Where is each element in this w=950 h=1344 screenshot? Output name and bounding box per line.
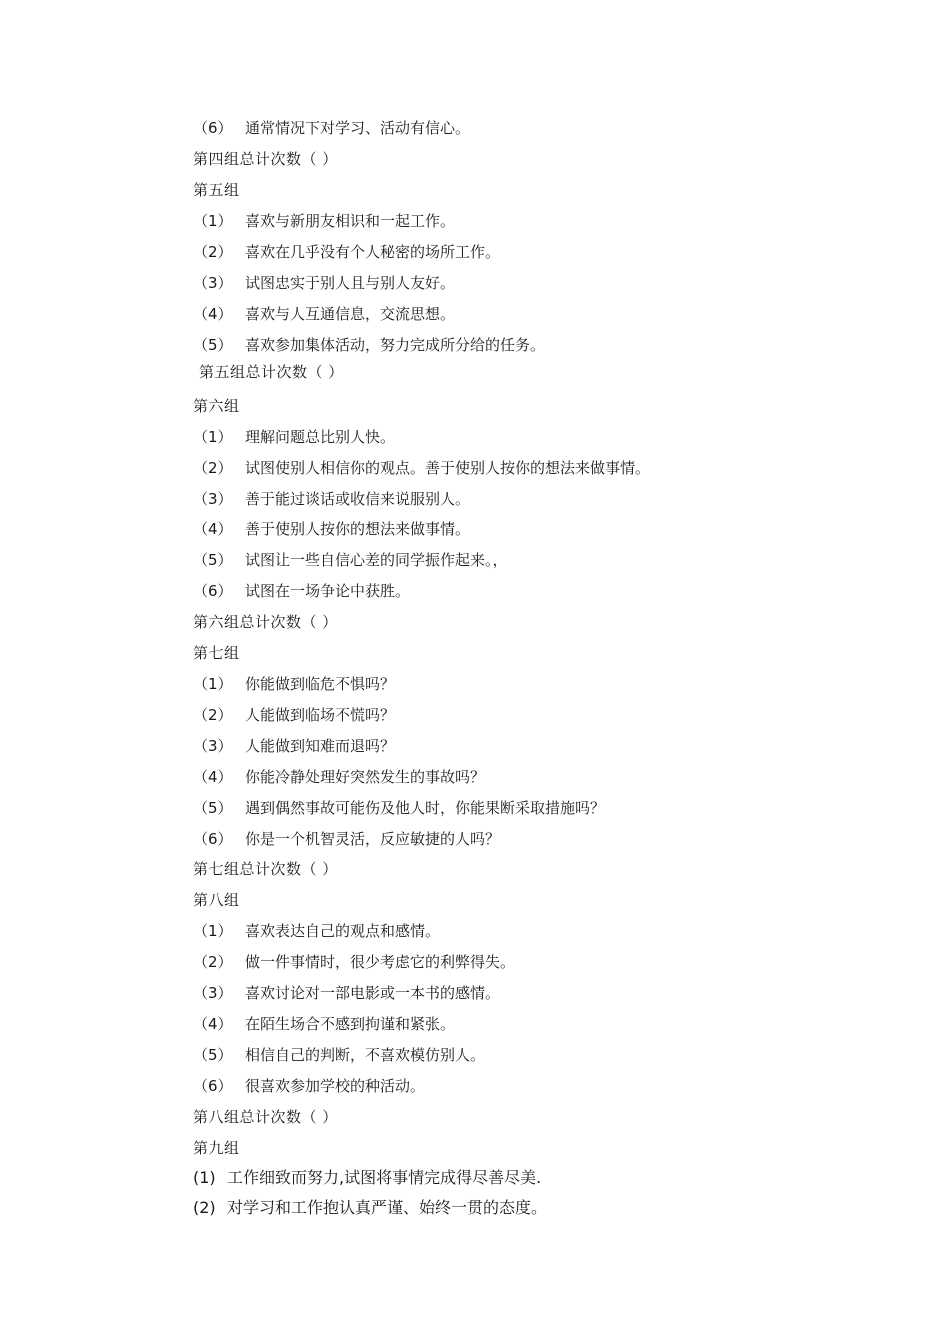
item-text: 喜欢与人互通信息，交流思想。: [245, 305, 456, 323]
item-number: （6）: [193, 830, 233, 848]
item-text: 喜欢在几乎没有个人秘密的场所工作。: [245, 243, 501, 261]
list-item: [193, 519, 470, 539]
item-number: （3）: [193, 984, 233, 1002]
item-text: 人能做到知难而退吗？: [245, 737, 396, 755]
list-item: [193, 581, 410, 601]
item-text: 试图在一场争论中获胜。: [245, 582, 411, 600]
list-item: [193, 304, 455, 324]
list-item: [193, 242, 500, 262]
item-number: （4）: [193, 1015, 233, 1033]
item-number: （5）: [193, 1046, 233, 1064]
group-heading: 第七组: [193, 644, 240, 662]
item-number: （2）: [193, 459, 233, 477]
item-number: （1）: [193, 922, 233, 940]
item-number: （2）: [193, 706, 233, 724]
item-text: 理解问题总比别人快。: [245, 428, 396, 446]
group-heading: 第六组: [193, 397, 240, 415]
item-number: （6）: [193, 582, 233, 600]
item-number: （3）: [193, 490, 233, 508]
item-text: 通常情况下对学习、活动有信心。: [245, 119, 471, 137]
group-total-line: 第八组总计次数（ ）: [193, 1108, 338, 1126]
item-number: （1）: [193, 675, 233, 693]
item-text: 工作细致而努力,试图将事情完成得尽善尽美.: [227, 1168, 542, 1187]
item-text: 善于使别人按你的想法来做事情。: [245, 520, 471, 538]
item-text: 试图让一些自信心差的同学振作起来。，: [245, 551, 508, 569]
list-item: [193, 1168, 541, 1188]
item-number: （3）: [193, 274, 233, 292]
item-number: （5）: [193, 799, 233, 817]
list-item: [193, 767, 485, 787]
item-text: 你能冷静处理好突然发生的事故吗？: [245, 768, 486, 786]
list-item: [193, 273, 455, 293]
list-item: [193, 952, 515, 972]
group-heading: 第五组: [193, 181, 240, 199]
item-text: 在陌生场合不感到拘谨和紧张。: [245, 1015, 456, 1033]
group-total-line: 第七组总计次数（ ）: [193, 860, 338, 878]
list-item: [193, 1014, 455, 1034]
item-number: （2）: [193, 953, 233, 971]
item-number: （6）: [193, 119, 233, 137]
item-number: （4）: [193, 520, 233, 538]
item-number: (2): [193, 1198, 216, 1217]
item-text: 很喜欢参加学校的种活动。: [245, 1077, 426, 1095]
group-total-line: 第六组总计次数（ ）: [193, 613, 338, 631]
list-item: [193, 1045, 485, 1065]
item-text: 你能做到临危不惧吗？: [245, 675, 396, 693]
list-item: [193, 705, 395, 725]
item-text: 试图使别人相信你的观点。善于使别人按你的想法来做事情。: [245, 459, 651, 477]
item-text: 喜欢讨论对一部电影或一本书的感情。: [245, 984, 501, 1002]
list-item: [193, 118, 470, 138]
list-item: [193, 674, 395, 694]
list-item: [193, 736, 395, 756]
list-item: [193, 211, 455, 231]
list-item: [193, 829, 500, 849]
group-total-line: 第五组总计次数（ ）: [199, 363, 344, 381]
item-number: （6）: [193, 1077, 233, 1095]
list-item: [193, 458, 650, 478]
item-text: 人能做到临场不慌吗？: [245, 706, 396, 724]
list-item: [193, 550, 508, 570]
group-total-line: 第四组总计次数（ ）: [193, 150, 338, 168]
list-item: [193, 427, 395, 447]
list-item: [193, 921, 440, 941]
list-item: [193, 335, 545, 355]
item-text: 遇到偶然事故可能伤及他人时，你能果断采取措施吗？: [245, 799, 606, 817]
item-text: 试图忠实于别人且与别人友好。: [245, 274, 456, 292]
item-text: 相信自己的判断，不喜欢模仿别人。: [245, 1046, 486, 1064]
item-text: 喜欢表达自己的观点和感情。: [245, 922, 441, 940]
group-heading: 第八组: [193, 891, 240, 909]
list-item: [193, 1198, 547, 1218]
item-number: (1): [193, 1168, 216, 1187]
item-number: （3）: [193, 737, 233, 755]
item-number: （5）: [193, 551, 233, 569]
item-number: （2）: [193, 243, 233, 261]
item-text: 喜欢与新朋友相识和一起工作。: [245, 212, 456, 230]
item-number: （4）: [193, 305, 233, 323]
item-number: （1）: [193, 212, 233, 230]
list-item: [193, 798, 605, 818]
item-number: （4）: [193, 768, 233, 786]
list-item: [193, 983, 500, 1003]
item-text: 善于能过谈话或收信来说服别人。: [245, 490, 471, 508]
item-text: 对学习和工作抱认真严谨、始终一贯的态度。: [227, 1198, 548, 1217]
item-text: 做一件事情时，很少考虑它的利弊得失。: [245, 953, 516, 971]
item-number: （5）: [193, 336, 233, 354]
group-heading: 第九组: [193, 1139, 240, 1157]
item-text: 你是一个机智灵活，反应敏捷的人吗？: [245, 830, 501, 848]
list-item: [193, 489, 470, 509]
item-number: （1）: [193, 428, 233, 446]
list-item: [193, 1076, 425, 1096]
item-text: 喜欢参加集体活动，努力完成所分给的任务。: [245, 336, 546, 354]
